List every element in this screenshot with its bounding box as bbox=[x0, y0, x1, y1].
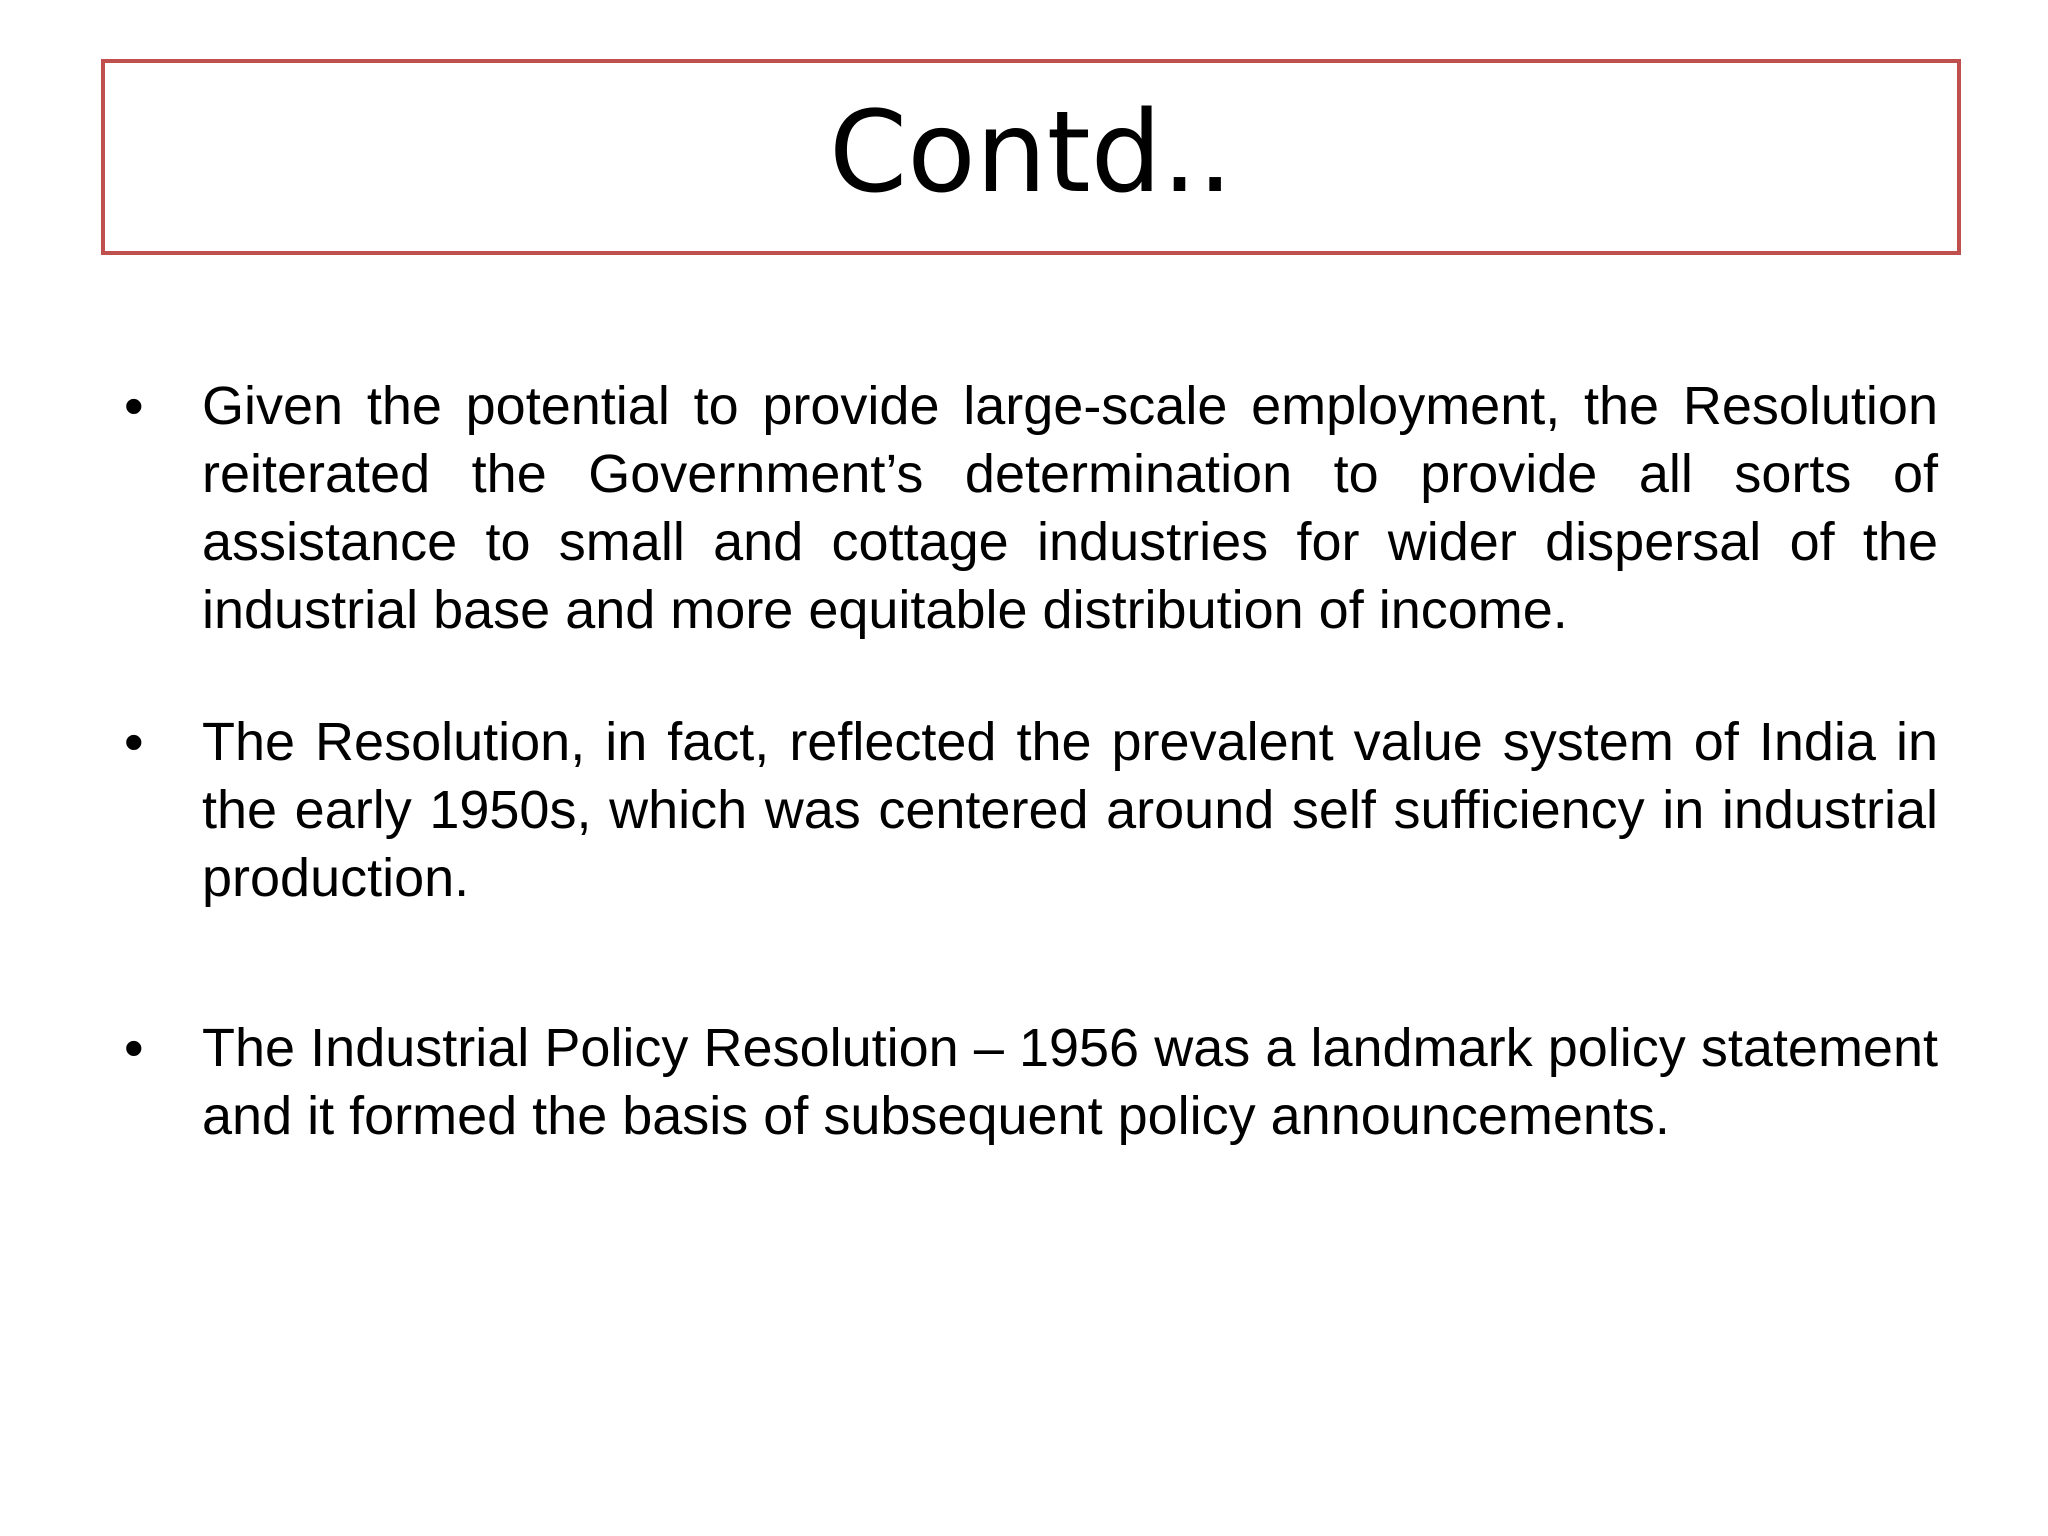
title-box bbox=[101, 59, 1961, 255]
bullet-text: Given the potential to provide large-scale employment, the Resolution reiterated the Government’s determination to provide all sorts of assistance to small and cottage industries for wider dispersal of the industrial base and more equitable distribution of income. bbox=[202, 376, 1938, 640]
bullet-marker: • bbox=[124, 710, 144, 773]
bullet-text: The Industrial Policy Resolution – 1956 was a landmark policy statement and it formed the basis of subsequent policy announcements. bbox=[202, 1018, 1938, 1146]
bullet-text: The Resolution, in fact, reflected the prevalent value system of India in the early 1950s, which was centered around self sufficiency in industrial production. bbox=[202, 712, 1938, 908]
bullet-marker: • bbox=[124, 1016, 144, 1079]
slide-title: Contd.. bbox=[829, 88, 1233, 218]
bullet-item bbox=[118, 372, 1948, 644]
bullet-item bbox=[118, 708, 1948, 912]
bullet-item bbox=[118, 1014, 1948, 1150]
bullet-marker: • bbox=[124, 374, 144, 437]
bullet-list bbox=[118, 372, 1948, 1214]
